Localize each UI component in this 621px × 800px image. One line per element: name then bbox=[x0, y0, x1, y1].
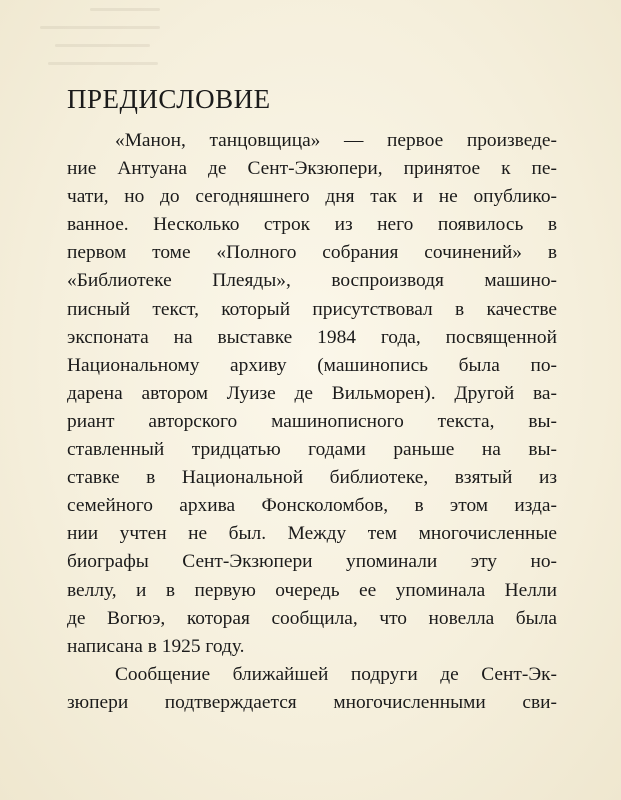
text-line: биографы Сент-Экзюпери упоминали эту но- bbox=[67, 551, 557, 573]
text-line: ставке в Национальной библиотеке, взятый из bbox=[67, 467, 557, 489]
text-line: де Вогюэ, которая сообщила, что новелла была bbox=[67, 607, 557, 629]
text-line: чати, но до сегодняшнего дня так и не опублико- bbox=[67, 186, 557, 208]
text-line: написана в 1925 году. bbox=[67, 635, 245, 657]
text-line: писный текст, который присутствовал в качестве bbox=[67, 298, 557, 320]
text-line: нии учтен не был. Между тем многочисленные bbox=[67, 523, 557, 545]
section-heading: ПРЕДИСЛОВИЕ bbox=[67, 84, 271, 114]
text-line: «Библиотеке Плеяды», воспроизводя машино- bbox=[67, 270, 557, 292]
text-line: семейного архива Фонсколомбов, в этом изда- bbox=[67, 495, 557, 517]
text-line: «Манон, танцовщица» — первое произведе- bbox=[115, 130, 557, 151]
text-line: зюпери подтверждается многочисленными сви- bbox=[67, 691, 557, 713]
text-line: ванное. Несколько строк из него появилось в bbox=[67, 214, 557, 236]
text-line: экспоната на выставке 1984 года, посвященной bbox=[67, 326, 557, 348]
bleed-through-text bbox=[0, 0, 621, 90]
text-line: ставленный тридцатью годами раньше на вы- bbox=[67, 439, 557, 461]
text-line: ние Антуана де Сент-Экзюпери, принятое к пе- bbox=[67, 158, 557, 180]
text-line: Сообщение ближайшей подруги де Сент-Эк- bbox=[115, 663, 557, 685]
text-line: Национальному архиву (машинопись была по- bbox=[67, 354, 557, 376]
body-text bbox=[67, 127, 557, 717]
text-line: веллу, и в первую очередь ее упоминала Нелли bbox=[67, 579, 557, 601]
text-line: риант авторского машинописного текста, вы- bbox=[67, 410, 557, 432]
text-line: дарена автором Луизе де Вильморен). Другой ва- bbox=[67, 382, 557, 404]
text-line: первом томе «Полного собрания сочинений» в bbox=[67, 242, 557, 264]
